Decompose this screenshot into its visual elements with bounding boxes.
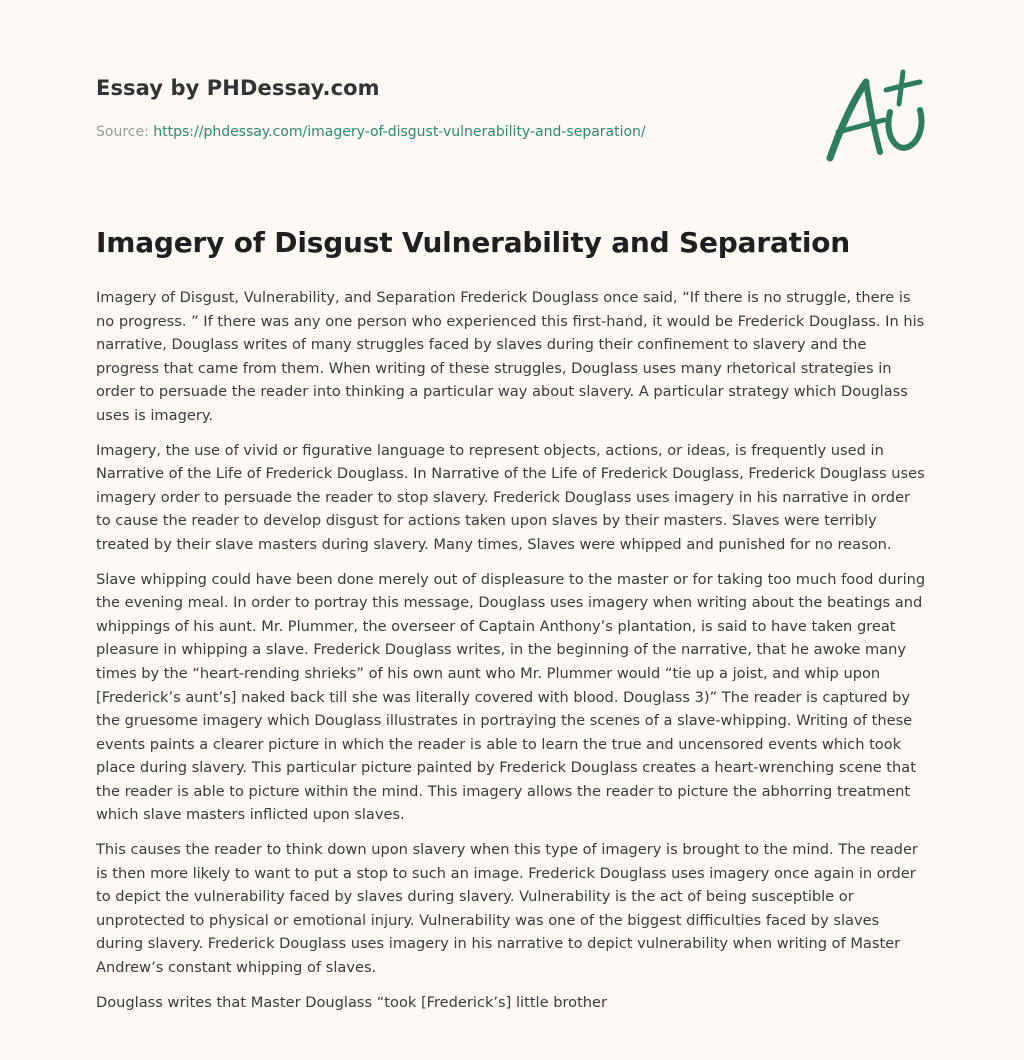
source-link[interactable]: https://phdessay.com/imagery-of-disgust-vulnerability-and-separation/ [153,124,646,140]
source-line [96,124,646,140]
essay-paragraph: Slave whipping could have been done merely out of displeasure to the master or for taking too much food during the evening meal. In order to portray this message, Douglass uses imagery when writing about the beatings and whippings of his aunt. Mr. Plummer, the overseer of Captain Anthony’s plantation, is said to have taken great pleasure in whipping a slave. Frederick Douglass writes, in the beginning of the narrative, that he awoke many times by the “heart-rending shrieks” of his own aunt who Mr. Plummer would “tie up a joist, and whip upon [Frederick’s aunt’s] naked back till she was literally covered with blood. Douglass 3)” The reader is captured by the gruesome imagery which Douglass illustrates in portraying the scenes of a slave-whipping. Writing of these events paints a clearer picture in which the reader is able to learn the true and uncensored events which took place during slavery. This particular picture painted by Frederick Douglass creates a heart-wrenching scene that the reader is able to picture within the mind. This imagery allows the reader to picture the abhorring treatment which slave masters inflicted upon slaves. [96,570,926,824]
essay-title: Imagery of Disgust Vulnerability and Separation [96,226,850,259]
essay-body [96,286,928,1025]
essay-paragraph: This causes the reader to think down upon slavery when this type of imagery is brought to the mind. The reader is then more likely to want to put a stop to such an image. Frederick Douglass uses imagery once again in order to depict the vulnerability faced by slaves during slavery. Vulnerability is the act of being susceptible or unprotected to physical or emotional injury. Vulnerability was one of the biggest difficulties faced by slaves during slavery. Frederick Douglass uses imagery in his narrative to depict vulnerability when writing of Master Andrew’s constant whipping of slaves. [96,841,918,977]
site-brand: Essay by PHDessay.com [96,76,380,100]
essay-paragraph: Douglass writes that Master Douglass “took [Frederick’s] little brother [96,993,608,1011]
essay-paragraph: Imagery, the use of vivid or figurative language to represent objects, actions, or ideas, is frequently used in Narrative of the Life of Frederick Douglass. In Narrative of the Life of Frederick Douglass, Frederick Douglass uses imagery order to persuade the reader to stop slavery. Frederick Douglass uses imagery in his narrative in order to cause the reader to develop disgust for actions taken upon slaves by their masters. Slaves were terribly treated by their slave masters during slavery. Many times, Slaves were whipped and punished for no reason. [96,441,925,553]
a-plus-logo-icon [824,68,928,164]
essay-paragraph: Imagery of Disgust, Vulnerability, and Separation Frederick Douglass once said, “If there is no struggle, there is no progress. ” If there was any one person who experienced this first-hand, it would be Frederick Douglass. In his narrative, Douglass writes of many struggles faced by slaves during their confinement to slavery and the progress that came from them. When writing of these struggles, Douglass uses many rhetorical strategies in order to persuade the reader into thinking a particular way about slavery. A particular strategy which Douglass uses is imagery. [96,289,925,424]
source-label: Source: [96,124,149,140]
